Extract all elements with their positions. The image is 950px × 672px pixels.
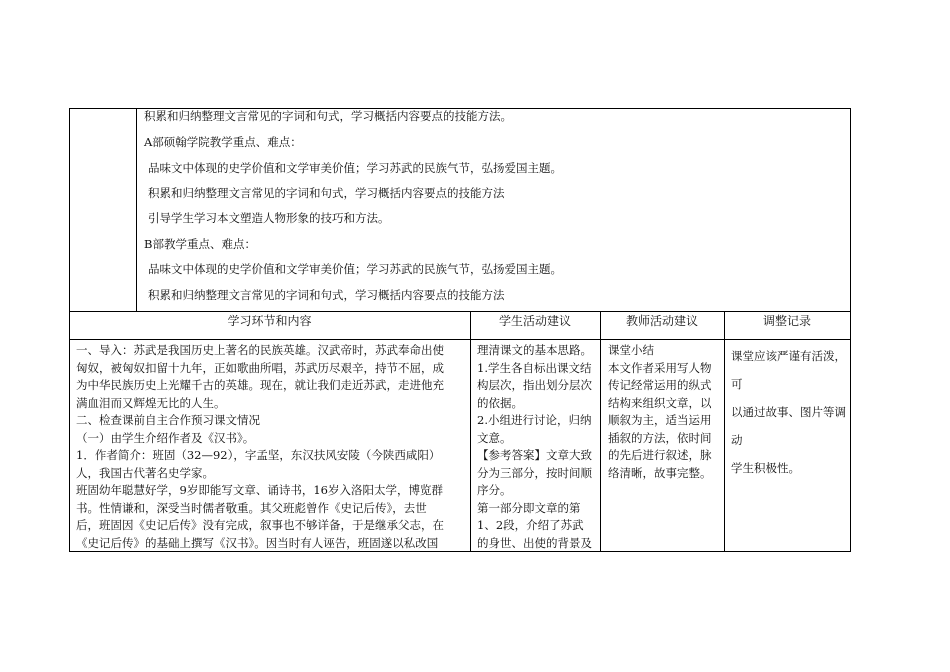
student-line: 【参考答案】文章大致 bbox=[477, 448, 592, 462]
content-line: （一）由学生介绍作者及《汉书》。 bbox=[76, 430, 255, 445]
content-line: 1．作者简介：班固（32—92），字孟坚，东汉扶风安陵（今陕西咸阳） bbox=[76, 448, 441, 462]
student-line: 序分。 bbox=[477, 483, 512, 497]
content-line: 一、导入：苏武是我国历史上著名的民族英雄。汉武帝时，苏武奉命出使 bbox=[76, 343, 444, 357]
teacher-line: 结构来组织文章，以 bbox=[608, 395, 712, 410]
notes-line: 学生积极性。 bbox=[731, 461, 800, 475]
content-line: 班固幼年聪慧好学，9岁即能写文章、诵诗书，16岁入洛阳太学，博览群 bbox=[76, 483, 443, 497]
header-col-learning-content: 学习环节和内容 bbox=[227, 314, 312, 328]
section-a-heading: A部硕翰学院教学重点、难点： bbox=[144, 135, 302, 149]
student-line: 2.小组进行讨论，归纳 bbox=[477, 413, 592, 427]
content-line: 匈奴，被匈奴扣留十九年，正如歌曲所唱，苏武历尽艰辛，持节不屈，成 bbox=[76, 360, 444, 375]
table-right-border bbox=[850, 108, 851, 551]
student-line: 理清课文的基本思路。 bbox=[477, 343, 592, 357]
student-line: 的身世、出使的背景及 bbox=[477, 535, 592, 550]
col-divider-1 bbox=[470, 311, 471, 551]
teacher-line: 的先后进行叙述，脉 bbox=[608, 448, 712, 462]
teacher-line: 课堂小结 bbox=[608, 343, 654, 357]
teacher-line: 传记经常运用的纵式 bbox=[608, 378, 712, 392]
col-divider-2 bbox=[600, 311, 601, 551]
objective-line-1: 积累和归纳整理文言常见的字词和句式，学习概括内容要点的技能方法。 bbox=[144, 109, 512, 123]
section-a-point-3: 引导学生学习本文塑造人物形象的技巧和方法。 bbox=[148, 211, 390, 225]
learning-content-cell bbox=[76, 342, 468, 552]
notes-line: 以通过故事、图片等调动 bbox=[731, 405, 846, 447]
top-section-divider bbox=[136, 108, 137, 311]
header-col-teacher-activity: 教师活动建议 bbox=[625, 314, 698, 328]
content-line: 为中华民族历史上光耀千古的英雄。现在，就让我们走近苏武，走进他充 bbox=[76, 378, 444, 392]
content-line: 后，班固因《史记后传》没有完成，叙事也不够详备，于是继承父志，在 bbox=[76, 518, 444, 532]
student-activity-cell bbox=[477, 342, 597, 552]
content-line: 书。性情谦和，深受当时儒者敬重。其父班彪曾作《史记后传》，去世 bbox=[76, 500, 427, 515]
teacher-line: 顺叙为主，适当运用 bbox=[608, 413, 712, 427]
teacher-line: 络清晰，故事完整。 bbox=[608, 465, 712, 480]
section-b-point-2: 积累和归纳整理文言常见的字词和句式，学习概括内容要点的技能方法 bbox=[148, 288, 505, 302]
section-a-point-2: 积累和归纳整理文言常见的字词和句式，学习概括内容要点的技能方法 bbox=[148, 186, 505, 200]
section-a-point-1: 品味文中体现的史学价值和文学审美价值；学习苏武的民族气节，弘扬爱国主题。 bbox=[148, 161, 562, 175]
section-b-point-1: 品味文中体现的史学价值和文学审美价值；学习苏武的民族气节，弘扬爱国主题。 bbox=[148, 262, 562, 276]
student-line: 分为三部分，按时间顺 bbox=[477, 465, 592, 480]
table-left-border bbox=[69, 108, 70, 551]
content-line: 满血泪而又辉煌无比的人生。 bbox=[76, 395, 226, 410]
student-line: 构层次，指出划分层次 bbox=[477, 378, 592, 392]
content-line: 《史记后传》的基础上撰写《汉书》。因当时有人诬告，班固遂以私改国 bbox=[76, 535, 439, 550]
section-b-heading: B部教学重点、难点： bbox=[144, 237, 256, 251]
teacher-line: 本文作者采用写人物 bbox=[608, 360, 712, 375]
content-line: 二、检查课前自主合作预习课文情况 bbox=[76, 413, 260, 427]
content-line: 人，我国古代著名史学家。 bbox=[76, 465, 214, 480]
student-line: 文意。 bbox=[477, 430, 512, 445]
student-line: 1、2段，介绍了苏武 bbox=[477, 518, 584, 532]
teacher-line: 插叙的方法，依时间 bbox=[608, 430, 712, 445]
header-top-border bbox=[69, 311, 851, 312]
header-bottom-border bbox=[69, 339, 851, 340]
student-line: 1.学生各自标出课文结 bbox=[477, 360, 592, 375]
adjustment-notes-cell bbox=[731, 342, 849, 482]
header-col-student-activity: 学生活动建议 bbox=[498, 314, 571, 328]
teacher-activity-cell bbox=[608, 342, 722, 482]
student-line: 第一部分即文章的第 bbox=[477, 500, 581, 515]
header-col-adjustment-notes: 调整记录 bbox=[762, 314, 811, 328]
col-divider-3 bbox=[724, 311, 725, 551]
student-line: 的依据。 bbox=[477, 395, 523, 410]
notes-line: 课堂应该严谨有活泼，可 bbox=[731, 349, 846, 391]
